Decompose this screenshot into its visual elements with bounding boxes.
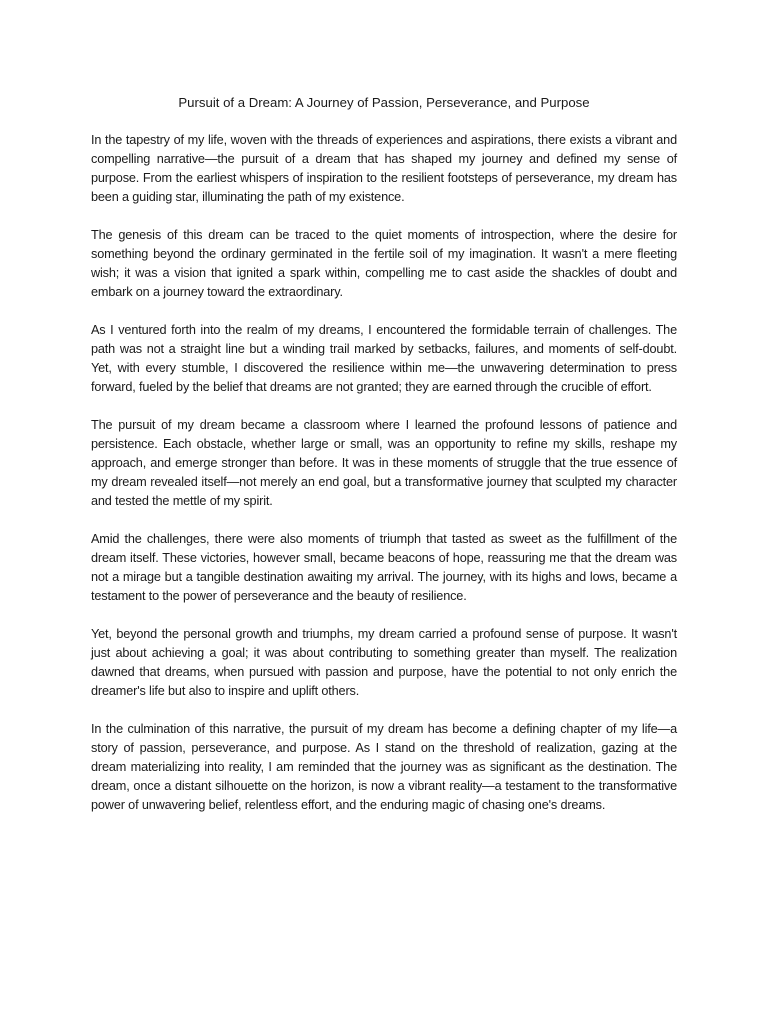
paragraph-5: Amid the challenges, there were also moments of triumph that tasted as sweet as the fulfillment of the dream itself. These victories, however small, became beacons of hope, reassuring me that the dream was not a mirage but a tangible destination awaiting my arrival. The journey, with its highs and lows, became a testament to the power of perseverance and the beauty of resilience.	[91, 532, 677, 603]
paragraph-6: Yet, beyond the personal growth and triumphs, my dream carried a profound sense of purpose. It wasn't just about achieving a goal; it was about contributing to something greater than myself. The realization dawned that dreams, when pursued with passion and purpose, have the potential to not only enrich the dreamer's life but also to inspire and uplift others.	[91, 627, 677, 698]
paragraph-2: The genesis of this dream can be traced to the quiet moments of introspection, where the desire for something beyond the ordinary germinated in the fertile soil of my imagination. It wasn't a mere fleeting wish; it was a vision that ignited a spark within, compelling me to cast aside the shackles of doubt and embark on a journey toward the extraordinary.	[91, 228, 677, 299]
paragraph-3: As I ventured forth into the realm of my dreams, I encountered the formidable terrain of challenges. The path was not a straight line but a winding trail marked by setbacks, failures, and moments of self-doubt. Yet, with every stumble, I discovered the resilience within me—the unwavering determination to press forward, fueled by the belief that dreams are not granted; they are earned through the crucible of effort.	[91, 323, 677, 394]
paragraph-7: In the culmination of this narrative, the pursuit of my dream has become a defining chapter of my life—a story of passion, perseverance, and purpose. As I stand on the threshold of realization, gazing at the dream materializing into reality, I am reminded that the journey was as significant as the destination. The dream, once a distant silhouette on the horizon, is now a vibrant reality—a testament to the transformative power of unwavering belief, relentless effort, and the enduring magic of chasing one's dreams.	[91, 722, 677, 812]
document-body	[91, 131, 677, 834]
document-title: Pursuit of a Dream: A Journey of Passion, Perseverance, and Purpose	[178, 95, 590, 110]
paragraph-1: In the tapestry of my life, woven with the threads of experiences and aspirations, there exists a vibrant and compelling narrative—the pursuit of a dream that has shaped my journey and defined my sense of purpose. From the earliest whispers of inspiration to the resilient footsteps of perseverance, my dream has been a guiding star, illuminating the path of my existence.	[91, 133, 677, 204]
paragraph-4: The pursuit of my dream became a classroom where I learned the profound lessons of patience and persistence. Each obstacle, whether large or small, was an opportunity to refine my skills, reshape my approach, and emerge stronger than before. It was in these moments of struggle that the true essence of my dream revealed itself—not merely an end goal, but a transformative journey that sculpted my character and tested the mettle of my spirit.	[91, 418, 677, 508]
